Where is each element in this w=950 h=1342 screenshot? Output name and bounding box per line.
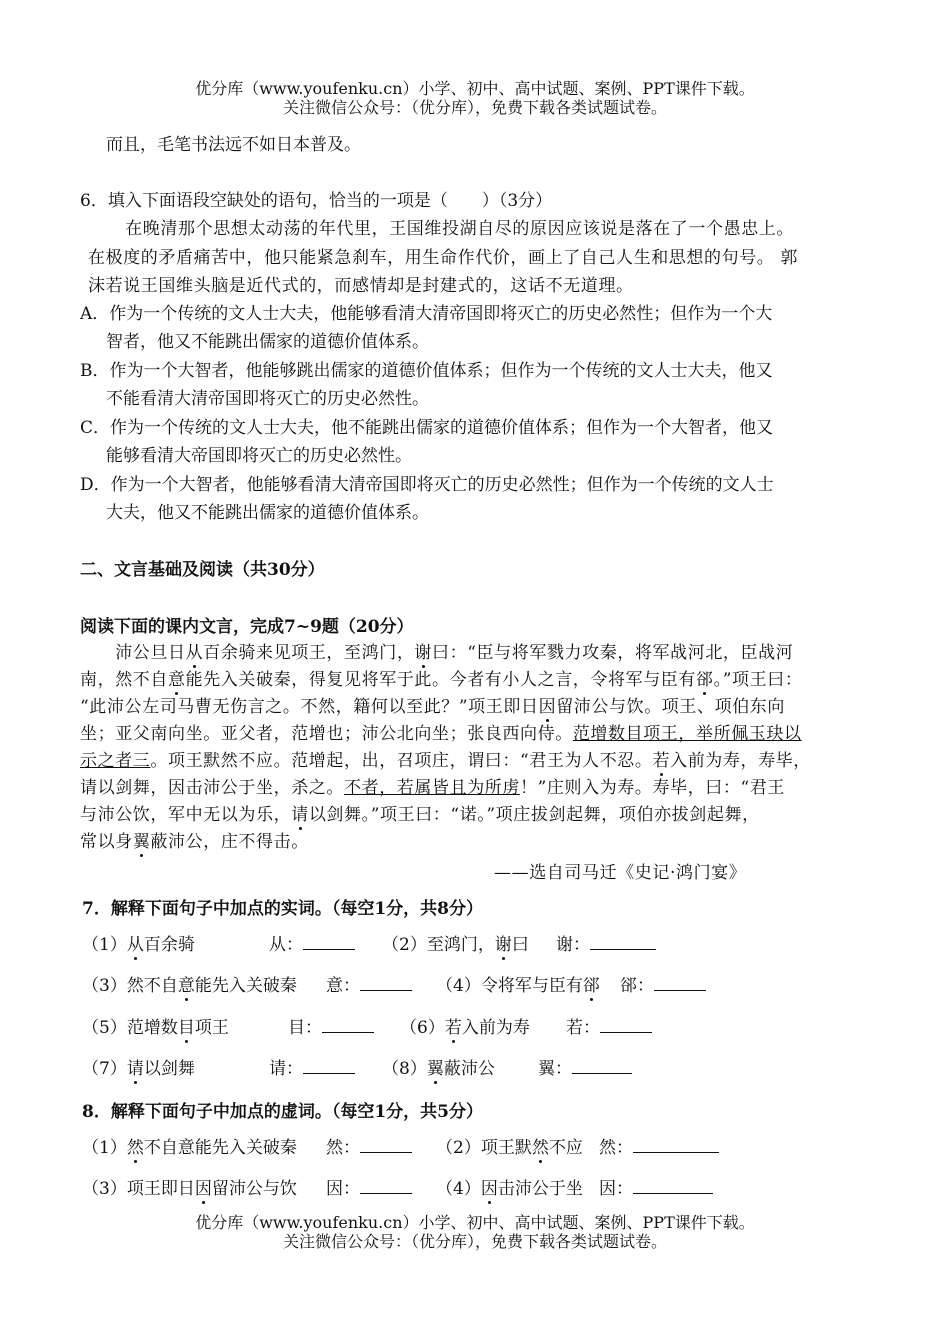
q6-passage-line: 在极度的矛盾痛苦中，他只能紧急刹车，用生命作代价，画上了自己人生和思想的句号。 郭 bbox=[88, 248, 799, 268]
answer-blank[interactable] bbox=[303, 934, 355, 950]
passage-line-3: “此沛公左司马曹无伤言之。不然，籍何以至此？”项王即日因留沛公与饮。项王、项伯东向 bbox=[80, 692, 785, 717]
passage-line-2: 南，然不自意能先入关破秦，得复见将军于此。今者有小人之言，令将军与臣有郤。”项王曰： bbox=[80, 665, 802, 690]
dotted-char: 谢 bbox=[414, 638, 432, 663]
underlined-sentence: 示之者三 bbox=[80, 751, 151, 771]
answer-blank[interactable] bbox=[633, 1178, 713, 1194]
answer-blank[interactable] bbox=[654, 975, 706, 991]
dotted-char: 然 bbox=[532, 1133, 549, 1158]
header-line-1: 优分库（www.youfenku.cn）小学、初中、高中试题、案例、PPT课件下载。 bbox=[195, 79, 755, 98]
reading-title: 阅读下面的课内文言，完成7~9题（20分） bbox=[80, 617, 414, 637]
dotted-char: 请 bbox=[127, 1054, 144, 1079]
dotted-char: 因 bbox=[195, 1174, 212, 1199]
dotted-char: 郤 bbox=[583, 971, 600, 996]
dotted-char: 翼 bbox=[133, 827, 151, 852]
dotted-char: 请 bbox=[291, 800, 309, 825]
dotted-char: 若 bbox=[445, 1013, 462, 1038]
q6-option-c: C．作为一个传统的文人士大夫，他不能跳出儒家的道德价值体系；但作为一个大智者，他又 bbox=[80, 418, 774, 438]
q6-option-c-cont: 能够看清大帝国即将灭亡的历史必然性。 bbox=[106, 446, 412, 466]
q7-title: 7．解释下面句子中加点的实词。（每空1分，共8分） bbox=[82, 899, 483, 919]
q6-stem: 6．填入下面语段空缺处的语句，恰当的一项是（ ）（3分） bbox=[80, 191, 553, 211]
underlined-sentence: 范增数目项王，举所佩玉玦以 bbox=[572, 724, 802, 744]
dotted-char: 意 bbox=[178, 971, 195, 996]
q6-option-b-cont: 不能看清大清帝国即将灭亡的历史必然性。 bbox=[106, 389, 429, 409]
q6-passage-line: 沫若说王国维头脑是近代式的，而感情却是封建式的，这话不无道理。 bbox=[88, 276, 634, 296]
dotted-char: 翼 bbox=[427, 1054, 444, 1079]
passage-line-1: 沛公旦日从百余骑来见项王，至鸿门，谢曰：“臣与将军戮力攻秦，将军战河北，臣战河 bbox=[80, 638, 793, 663]
answer-blank[interactable] bbox=[360, 1178, 412, 1194]
q6-passage-line: 在晚清那个思想太动荡的年代里，王国维投湖自尽的原因应该说是落在了一个愚忠上。 bbox=[90, 219, 794, 239]
q6-option-a: A．作为一个传统的文人士大夫，他能够看清大清帝国即将灭亡的历史必然性；但作为一个大 bbox=[80, 304, 773, 324]
answer-blank[interactable] bbox=[633, 1137, 719, 1153]
passage-line-7: 与沛公饮，军中无以为乐，请以剑舞。”项王曰：“诺。”项庄拔剑起舞，项伯亦拔剑起舞， bbox=[80, 800, 760, 825]
section-2-title: 二、文言基础及阅读（共30分） bbox=[80, 560, 325, 580]
q6-option-a-cont: 智者，他又不能跳出儒家的道德价值体系。 bbox=[106, 332, 429, 352]
q6-option-b: B．作为一个大智者，他能够跳出儒家的道德价值体系；但作为一个传统的文人士大夫，他又 bbox=[80, 361, 773, 381]
dotted-char: 从 bbox=[127, 930, 144, 955]
answer-blank[interactable] bbox=[572, 1058, 632, 1074]
footer-line-2: 关注微信公众号：（优分库），免费下载各类试题试卷。 bbox=[282, 1232, 667, 1251]
footer-line-1: 优分库（www.youfenku.cn）小学、初中、高中试题、案例、PPT课件下载。 bbox=[195, 1213, 755, 1232]
passage-line-4: 坐；亚父南向坐。亚父者，范增也；沛公北向坐；张良西向侍。范增数目项王，举所佩玉玦以 bbox=[80, 724, 802, 744]
dotted-char: 谢 bbox=[495, 930, 512, 955]
answer-blank[interactable] bbox=[600, 1017, 652, 1033]
dotted-char: 意 bbox=[168, 665, 186, 690]
dotted-char: 若 bbox=[653, 746, 671, 771]
passage-line-8: 常以身翼蔽沛公，庄不得击。 bbox=[80, 827, 309, 852]
dotted-char: 因 bbox=[481, 1174, 498, 1199]
answer-blank[interactable] bbox=[303, 1058, 355, 1074]
dotted-char: 郤 bbox=[696, 665, 714, 690]
answer-blank[interactable] bbox=[322, 1017, 374, 1033]
underlined-sentence: 不者，若属皆且为所虏 bbox=[344, 778, 520, 798]
dotted-char: 因 bbox=[539, 692, 557, 717]
passage-line-6: 请以剑舞，因击沛公于坐，杀之。不者，若属皆且为所虏！”庄则入为寿。寿毕，曰：“君王 bbox=[80, 778, 785, 798]
header-line-2: 关注微信公众号：（优分库），免费下载各类试题试卷。 bbox=[282, 98, 667, 117]
answer-blank[interactable] bbox=[360, 975, 412, 991]
dotted-char: 从 bbox=[186, 638, 204, 663]
dotted-char: 目 bbox=[178, 1013, 195, 1038]
q6-option-d-cont: 大夫，他又不能跳出儒家的道德价值体系。 bbox=[106, 503, 429, 523]
answer-blank[interactable] bbox=[590, 934, 656, 950]
passage-source: ——选自司马迁《史记·鸿门宴》 bbox=[494, 863, 747, 883]
dotted-char: 然 bbox=[127, 1133, 144, 1158]
answer-blank[interactable] bbox=[360, 1137, 412, 1153]
q6-option-d: D．作为一个大智者，他能够看清大清帝国即将灭亡的历史必然性；但作为一个传统的文人士 bbox=[80, 475, 774, 495]
previous-question-tail: 而且，毛笔书法远不如日本普及。 bbox=[106, 135, 361, 155]
q8-title: 8．解释下面句子中加点的虚词。（每空1分，共5分） bbox=[82, 1102, 483, 1122]
passage-line-5: 示之者三。项王默然不应。范增起，出，召项庄，谓曰：“君王为人不忍。若入前为寿，寿毕， bbox=[80, 746, 811, 771]
